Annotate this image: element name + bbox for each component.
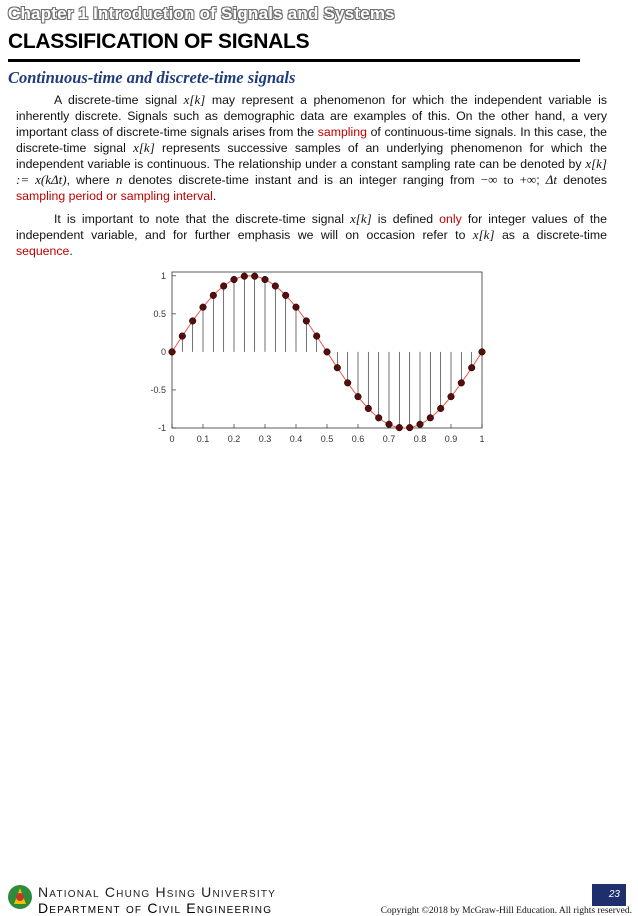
stem-plot xyxy=(150,268,500,448)
sample-point xyxy=(375,415,382,422)
y-tick-label: -1 xyxy=(157,423,166,433)
section-subtitle: Continuous-time and discrete-time signals xyxy=(8,68,296,87)
x-tick-label: 0.9 xyxy=(444,434,458,444)
sampling-formula: x[k] := x(kΔt) xyxy=(16,156,607,187)
p1-text-g: ; xyxy=(536,173,546,187)
sample-point xyxy=(251,273,258,280)
sample-point xyxy=(220,283,227,290)
x-tick-label: 0.5 xyxy=(320,434,334,444)
p2-xk-1: x[k] xyxy=(350,211,372,226)
x-tick-label: 0.4 xyxy=(289,434,303,444)
paragraph-1 xyxy=(16,92,607,204)
sample-point xyxy=(262,276,269,283)
p2-xk-2: x[k] xyxy=(472,227,495,242)
p1-xk-1: x[k] xyxy=(183,92,206,107)
p2-text-c: for integer values of the independent variable, and for further emphasis we will on occasion refer to xyxy=(16,212,607,242)
y-tick-label: 1 xyxy=(160,270,166,281)
y-tick-label: 0.5 xyxy=(153,308,166,319)
p1-text-h: denotes xyxy=(557,173,607,187)
sample-point xyxy=(241,273,248,280)
sample-point xyxy=(169,349,176,356)
sample-point xyxy=(334,364,341,371)
x-tick-label: 0.8 xyxy=(413,434,427,444)
footer xyxy=(0,438,638,916)
sample-point xyxy=(189,318,196,325)
department-name: Department of Civil Engineering xyxy=(38,900,273,916)
title-divider xyxy=(8,59,580,62)
p1-xk-2: x[k] xyxy=(133,140,155,155)
p2-text-e: . xyxy=(69,244,73,258)
p1-range: −∞ to +∞ xyxy=(480,172,537,187)
sequence-term: sequence xyxy=(16,244,70,258)
x-tick-label: 0.2 xyxy=(227,434,241,444)
p1-text-b: may represent a phenomenon for which the independent variable is inherently discrete. Signals such as demographic data are examples of this. On the other hand, a very important class of discrete-time signals arises from the xyxy=(16,93,607,139)
sample-point xyxy=(448,393,455,400)
p1-text-c: of continuous-time signals. In this case, the discrete-time signal xyxy=(16,125,608,155)
p1-text-i: . xyxy=(212,189,217,203)
university-name: National Chung Hsing University xyxy=(38,884,277,900)
paragraph-2 xyxy=(16,211,607,259)
sample-point xyxy=(355,393,362,400)
p1-text-e: , where xyxy=(66,173,116,187)
x-tick-label: 0 xyxy=(169,434,175,444)
copyright-notice: Copyright ©2018 by McGraw-Hill Education. All rights reserved. xyxy=(380,906,632,916)
university-logo-icon xyxy=(6,882,34,912)
sample-point xyxy=(179,333,186,340)
sample-point xyxy=(468,364,475,371)
sample-point xyxy=(406,424,413,431)
sample-point xyxy=(200,304,207,311)
x-tick-label: 0.7 xyxy=(382,434,396,444)
sampling-term: sampling xyxy=(317,125,367,139)
page-number: 23 xyxy=(592,884,626,906)
p1-n-var: n xyxy=(115,172,123,187)
p1-text-a: A discrete-time signal xyxy=(54,93,184,107)
x-tick-label: 0.3 xyxy=(258,434,272,444)
sample-point xyxy=(272,283,279,290)
sample-point xyxy=(282,292,289,299)
sample-point xyxy=(479,349,486,356)
sample-point xyxy=(427,415,434,422)
sample-point xyxy=(293,304,300,311)
p2-text-b: is defined xyxy=(371,212,440,226)
p1-text-d: represents successive samples of an underlying phenomenon for which the independent variable is continuous. The relationship under a constant sampling rate can be denoted by xyxy=(16,141,607,171)
sample-point xyxy=(313,333,320,340)
x-tick-label: 0.6 xyxy=(351,434,365,444)
p1-delta-t: Δt xyxy=(545,172,558,187)
sample-point xyxy=(231,276,238,283)
chapter-heading: Chapter 1 Introduction of Signals and Systems xyxy=(8,4,395,23)
sample-point xyxy=(210,292,217,299)
y-tick-label: 0 xyxy=(160,346,166,357)
sample-point xyxy=(386,421,393,428)
p2-text-a: It is important to note that the discrete-time signal xyxy=(54,212,351,226)
sample-point xyxy=(396,424,403,431)
sample-point xyxy=(365,405,372,412)
p1-text-f: denotes discrete-time instant and is an integer ranging from xyxy=(122,173,481,187)
sample-point xyxy=(458,380,465,387)
only-term: only xyxy=(439,212,462,226)
sample-point xyxy=(344,380,351,387)
x-tick-label: 1 xyxy=(479,434,485,444)
slide-title: CLASSIFICATION OF SIGNALS xyxy=(8,30,310,53)
p2-text-d: as a discrete-time xyxy=(494,228,607,242)
sample-point xyxy=(324,349,331,356)
sample-point xyxy=(417,421,424,428)
x-tick-label: 0.1 xyxy=(196,434,210,444)
sample-point xyxy=(437,405,444,412)
sampling-period-term: sampling period or sampling interval xyxy=(16,189,213,203)
sample-point xyxy=(303,318,310,325)
y-tick-label: -0.5 xyxy=(150,384,166,395)
